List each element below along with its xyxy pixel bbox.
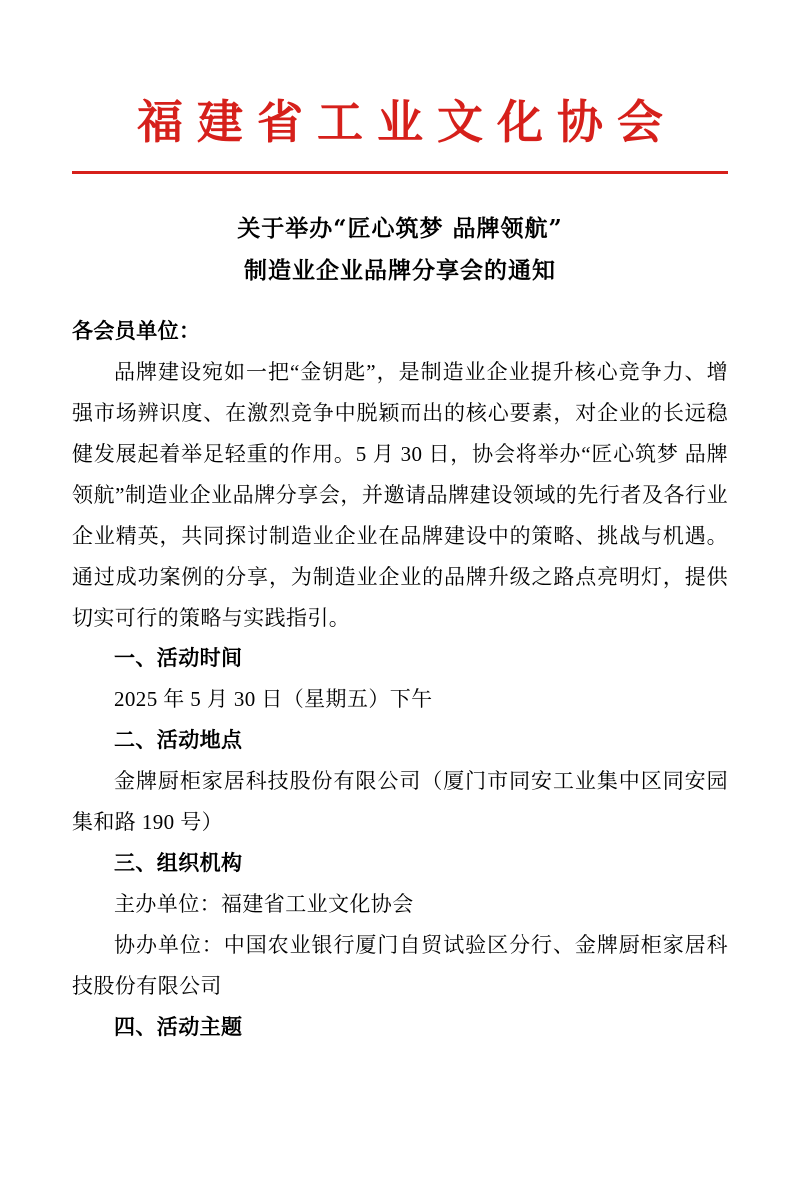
section-heading-4: 四、活动主题 bbox=[114, 1013, 243, 1039]
document-title-line-2: 制造业企业品牌分享会的通知 bbox=[244, 257, 556, 285]
section-heading-1: 一、活动时间 bbox=[114, 645, 243, 671]
letterhead bbox=[72, 0, 728, 174]
section-heading-3: 三、组织机构 bbox=[114, 850, 243, 876]
section-heading-2: 二、活动地点 bbox=[114, 727, 243, 753]
letterhead-divider bbox=[72, 171, 728, 174]
document-body bbox=[72, 311, 728, 1048]
section-3-line-1: 主办单位：福建省工业文化协会 bbox=[114, 892, 414, 917]
section-2-line-1: 金牌厨柜家居科技股份有限公司（厦门市同安工业集中区同安园集和路 190 号） bbox=[72, 769, 728, 835]
document-title bbox=[72, 208, 728, 293]
section-3-line-2: 协办单位：中国农业银行厦门自贸试验区分行、金牌厨柜家居科技股份有限公司 bbox=[72, 933, 728, 998]
organization-name: 福建省工业文化协会 bbox=[137, 95, 677, 149]
section-1-line-1: 2025 年 5 月 30 日（星期五）下午 bbox=[114, 687, 433, 712]
intro-paragraph: 品牌建设宛如一把“金钥匙”，是制造业企业提升核心竞争力、增强市场辨识度、在激烈竞争中脱颖而出的核心要素，对企业的长远稳健发展起着举足轻重的作用。5 月 30 日，协会将举办“匠心筑梦 品牌领航”制造业企业品牌分享会，并邀请品牌建设领域的先行者及各行业企业精英，共同探讨制造业企业在品牌建设中的策略、挑战与机遇。通过成功案例的分享，为制造业企业的品牌升级之路点亮明灯，提供切实可行的策略与实践指引。 bbox=[72, 359, 728, 630]
salutation: 各会员单位： bbox=[72, 317, 201, 343]
document-title-line-1: 关于举办“匠心筑梦 品牌领航” bbox=[237, 214, 563, 242]
